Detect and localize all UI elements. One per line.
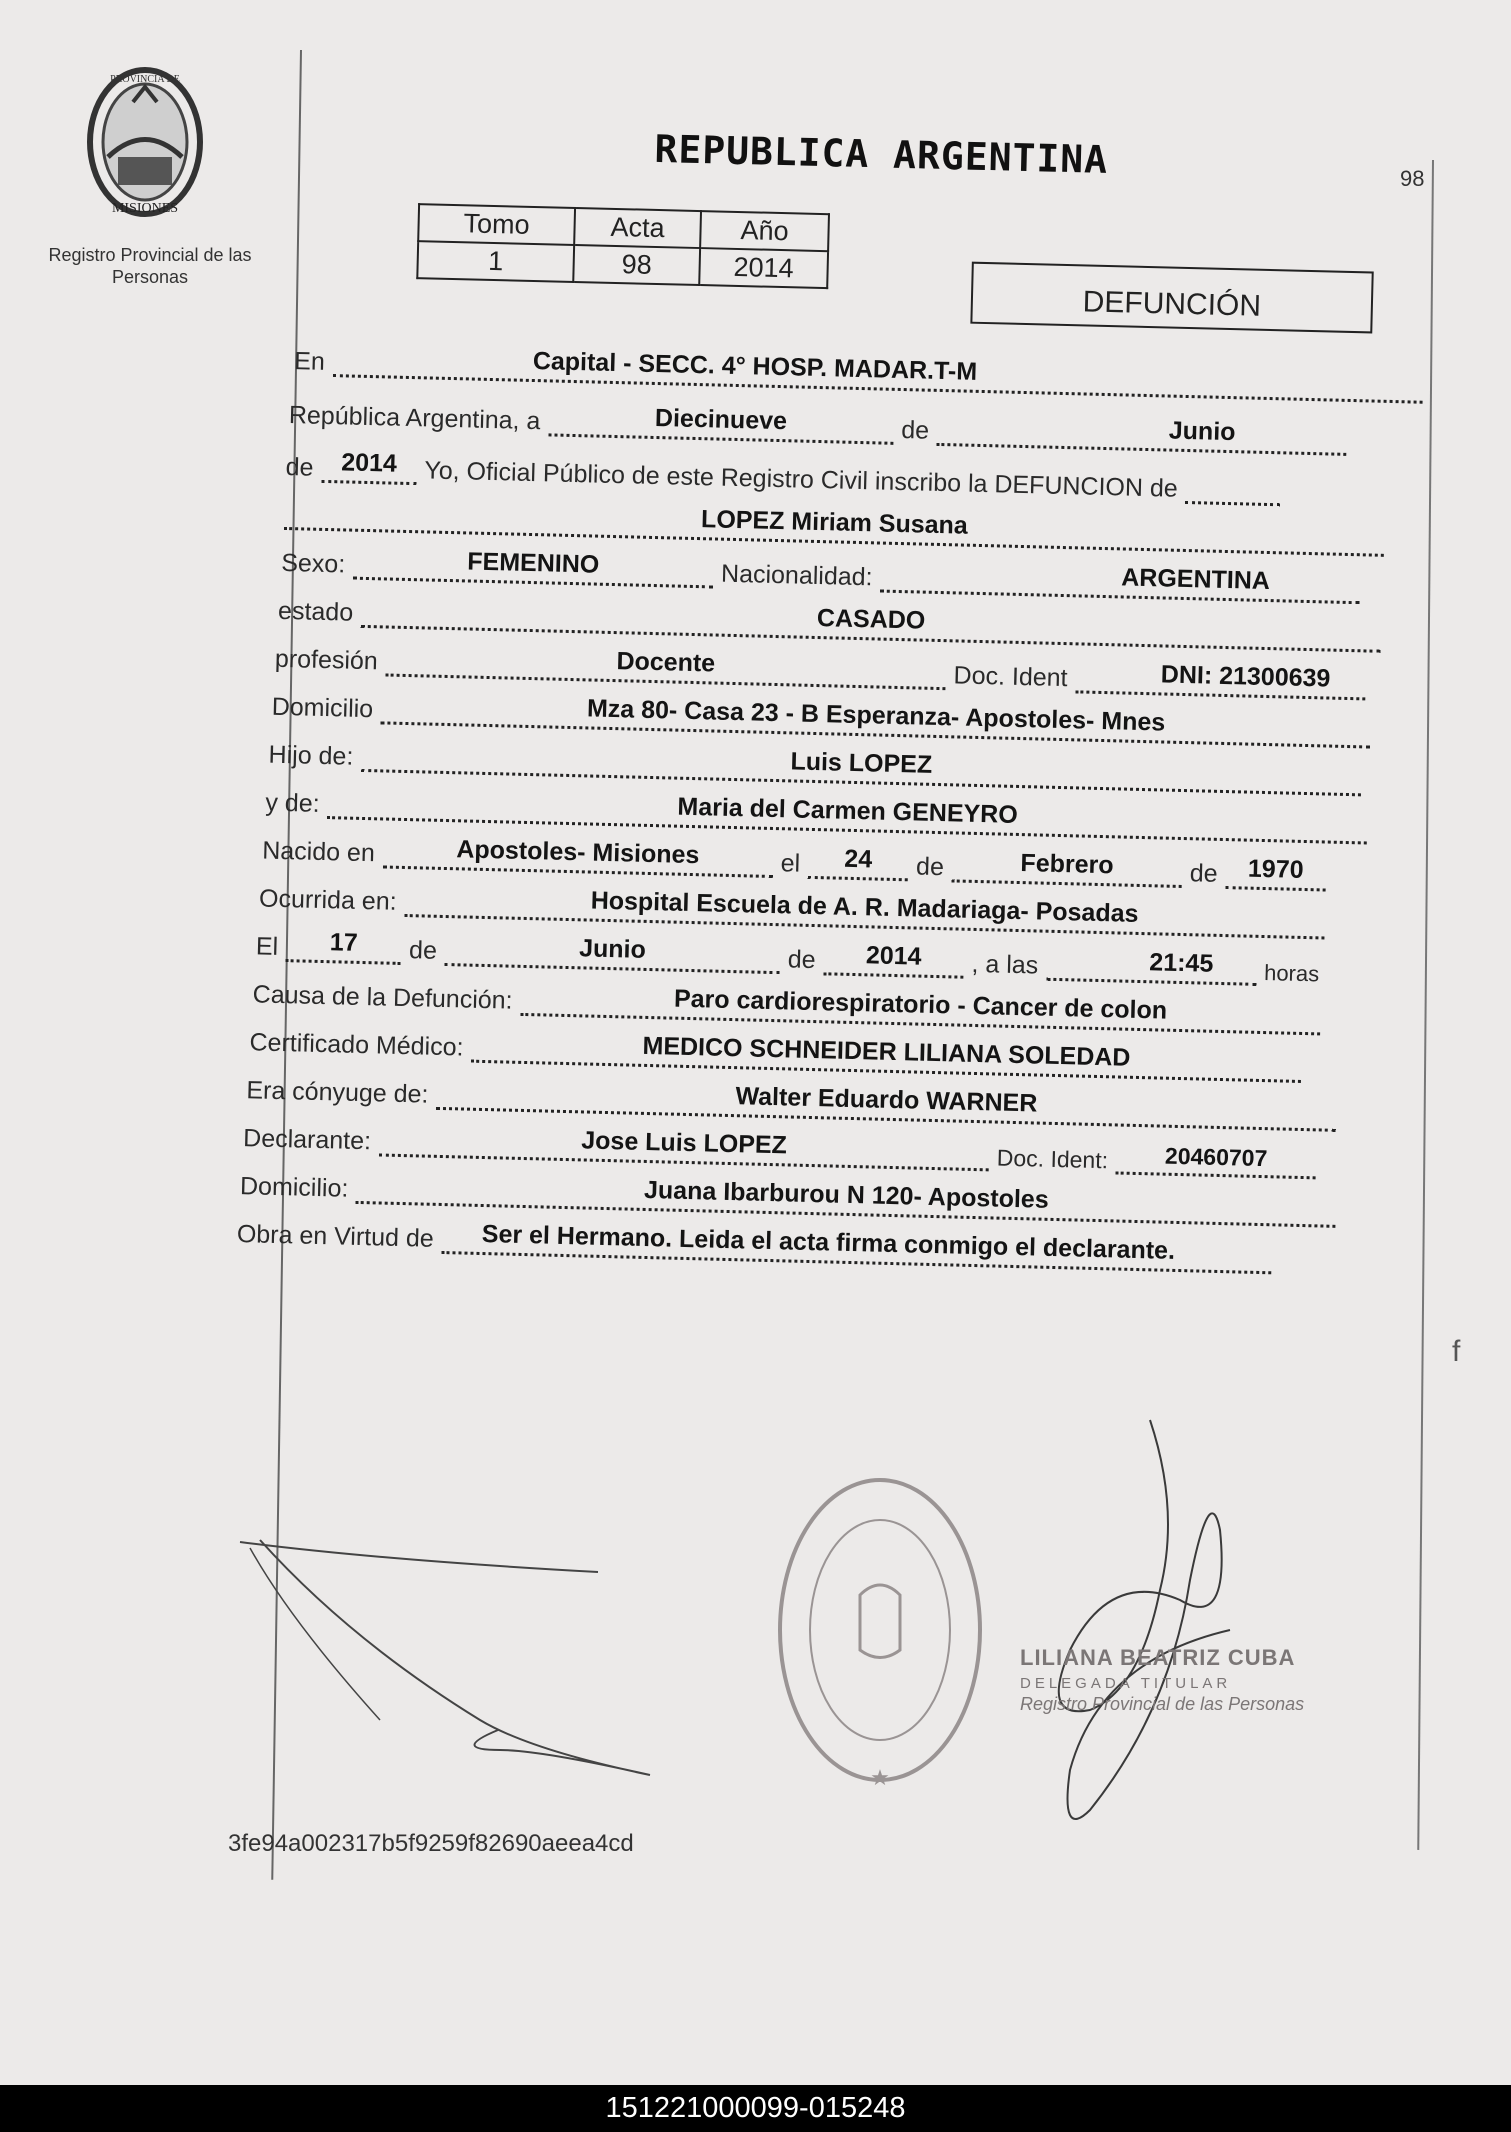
ano-header: Año <box>700 211 829 251</box>
registry-seal-stamp <box>770 1465 990 1795</box>
day-field <box>548 403 894 444</box>
death-month: Junio <box>578 934 647 964</box>
birthplace-value: Apostoles- Misiones <box>456 835 700 870</box>
decl-doc-label: Doc. Ident: <box>996 1144 1109 1174</box>
decl-doc-field <box>1116 1141 1317 1179</box>
svg-text:PROVINCIA DE: PROVINCIA DE <box>110 74 180 85</box>
profesion-field <box>385 643 946 690</box>
birth-day-field <box>808 846 909 881</box>
death-month-field <box>445 933 781 974</box>
day-value: Diecinueve <box>654 403 788 436</box>
officer-role: DELEGADA TITULAR <box>1020 1675 1232 1692</box>
svg-text:MISIONES: MISIONES <box>111 201 179 216</box>
doc-ident-value: DNI: 21300639 <box>1160 660 1331 693</box>
cause-value: Paro cardiorespiratorio - Cancer de colon <box>673 984 1168 1025</box>
yde-label: y de: <box>265 788 320 818</box>
nacionalidad-value: ARGENTINA <box>1120 563 1271 596</box>
death-place-value: Hospital Escuela de A. R. Madariaga- Posadas <box>590 886 1139 928</box>
de-label-5: de <box>408 936 438 965</box>
declarante-label: Declarante: <box>242 1124 372 1156</box>
de-label-6: de <box>787 945 816 975</box>
death-time-field <box>1046 948 1257 986</box>
republica-label: República Argentina, a <box>288 401 541 436</box>
father-value: Luis LOPEZ <box>790 747 933 779</box>
year-value: 2014 <box>340 448 398 478</box>
statement-fill <box>1185 471 1281 506</box>
horas-label: horas <box>1263 960 1320 987</box>
death-year: 2014 <box>865 941 922 971</box>
deceased-name: LOPEZ Miriam Susana <box>700 505 969 540</box>
scan-id-bar: 151221000099-015248 <box>0 2085 1511 2132</box>
nacionalidad-label: Nacionalidad: <box>720 559 873 592</box>
declarant-address-value: Juana Ibarburou N 120- Apostoles <box>643 1175 1050 1214</box>
officer-office: Registro Provincial de las Personas <box>1020 1694 1305 1714</box>
officer-name: LILIANA BEATRIZ CUBA <box>1020 1645 1296 1670</box>
sexo-label: Sexo: <box>280 548 346 579</box>
month-field <box>937 413 1348 456</box>
en-label: En <box>293 347 326 376</box>
sexo-value: FEMENINO <box>467 547 600 579</box>
document-hash: 3fe94a002317b5f9259f82690aeea4cd <box>228 1830 634 1857</box>
officer-stamp <box>1020 1645 1320 1715</box>
conyuge-label: Era cónyuge de: <box>246 1076 429 1109</box>
tomo-value: 1 <box>417 241 574 282</box>
de-label-4: de <box>1189 859 1218 888</box>
declarant-signature <box>230 1520 670 1780</box>
de-label-2: de <box>285 452 314 482</box>
de-label-3: de <box>915 852 945 882</box>
death-year-field <box>823 942 964 978</box>
birth-year: 1970 <box>1247 854 1304 884</box>
birthplace-field <box>382 835 773 878</box>
acta-table <box>416 203 830 289</box>
death-time: 21:45 <box>1149 948 1214 978</box>
official-statement: Yo, Oficial Público de este Registro Civil inscribo la DEFUNCION de <box>424 456 1179 503</box>
acta-value: 98 <box>573 245 700 285</box>
hijo-label: Hijo de: <box>268 740 354 771</box>
estado-label: estado <box>277 596 354 627</box>
registry-name: Registro Provincial de las Personas <box>48 245 252 287</box>
death-day: 17 <box>329 928 359 957</box>
el-label: el <box>780 849 801 878</box>
birth-month: Febrero <box>1020 849 1114 880</box>
doc-ident-field <box>1075 660 1366 700</box>
birth-day: 24 <box>844 844 873 874</box>
obra-value: Ser el Hermano. Leida el acta firma conmigo el declarante. <box>481 1220 1176 1265</box>
nacido-label: Nacido en <box>261 836 376 868</box>
margin-mark: f <box>1452 1335 1461 1368</box>
obra-field <box>441 1221 1272 1274</box>
doc-ident-label: Doc. Ident <box>953 661 1068 693</box>
profesion-value: Docente <box>616 647 716 678</box>
mother-value: Maria del Carmen GENEYRO <box>677 792 1019 829</box>
year-field <box>321 450 417 485</box>
alas-label: , a las <box>971 949 1039 980</box>
estado-value: CASADO <box>816 604 926 635</box>
officer-signature <box>1030 1410 1290 1830</box>
declarant-value: Jose Luis LOPEZ <box>580 1126 788 1160</box>
acta-header: Acta <box>574 208 701 248</box>
ano-value: 2014 <box>699 248 828 288</box>
death-day-field <box>286 929 402 965</box>
de-label: de <box>900 416 930 445</box>
svg-text:★: ★ <box>870 1765 890 1790</box>
spouse-value: Walter Eduardo WARNER <box>735 1082 1038 1118</box>
certificado-label: Certificado Médico: <box>249 1028 464 1062</box>
tomo-header: Tomo <box>418 204 575 245</box>
nacionalidad-field <box>880 560 1361 605</box>
document-title: REPUBLICA ARGENTINA <box>653 126 1109 182</box>
decl-dom-label: Domicilio: <box>239 1172 349 1203</box>
birth-month-field <box>952 849 1183 888</box>
page-number: 98 <box>1400 166 1425 191</box>
month-value: Junio <box>1168 416 1236 447</box>
causa-label: Causa de la Defunción: <box>252 980 513 1015</box>
record-type-box: DEFUNCIÓN <box>970 262 1373 334</box>
obra-label: Obra en Virtud de <box>236 1220 435 1253</box>
decl-doc-value: 20460707 <box>1164 1142 1268 1172</box>
el-cap-label: El <box>255 932 279 961</box>
ocurrida-label: Ocurrida en: <box>258 884 397 916</box>
domicilio-label: Domicilio <box>271 692 374 724</box>
birth-year-field <box>1225 856 1326 891</box>
profesion-label: profesión <box>274 644 379 676</box>
domicilio-value: Mza 80- Casa 23 - B Esperanza- Apostoles- Mnes <box>586 694 1166 737</box>
certificate-value: MEDICO SCHNEIDER LILIANA SOLEDAD <box>642 1031 1131 1072</box>
place-value: Capital - SECC. 4° HOSP. MADAR.T-M <box>532 346 978 386</box>
sexo-field <box>353 547 714 589</box>
declarant-field <box>379 1123 990 1171</box>
